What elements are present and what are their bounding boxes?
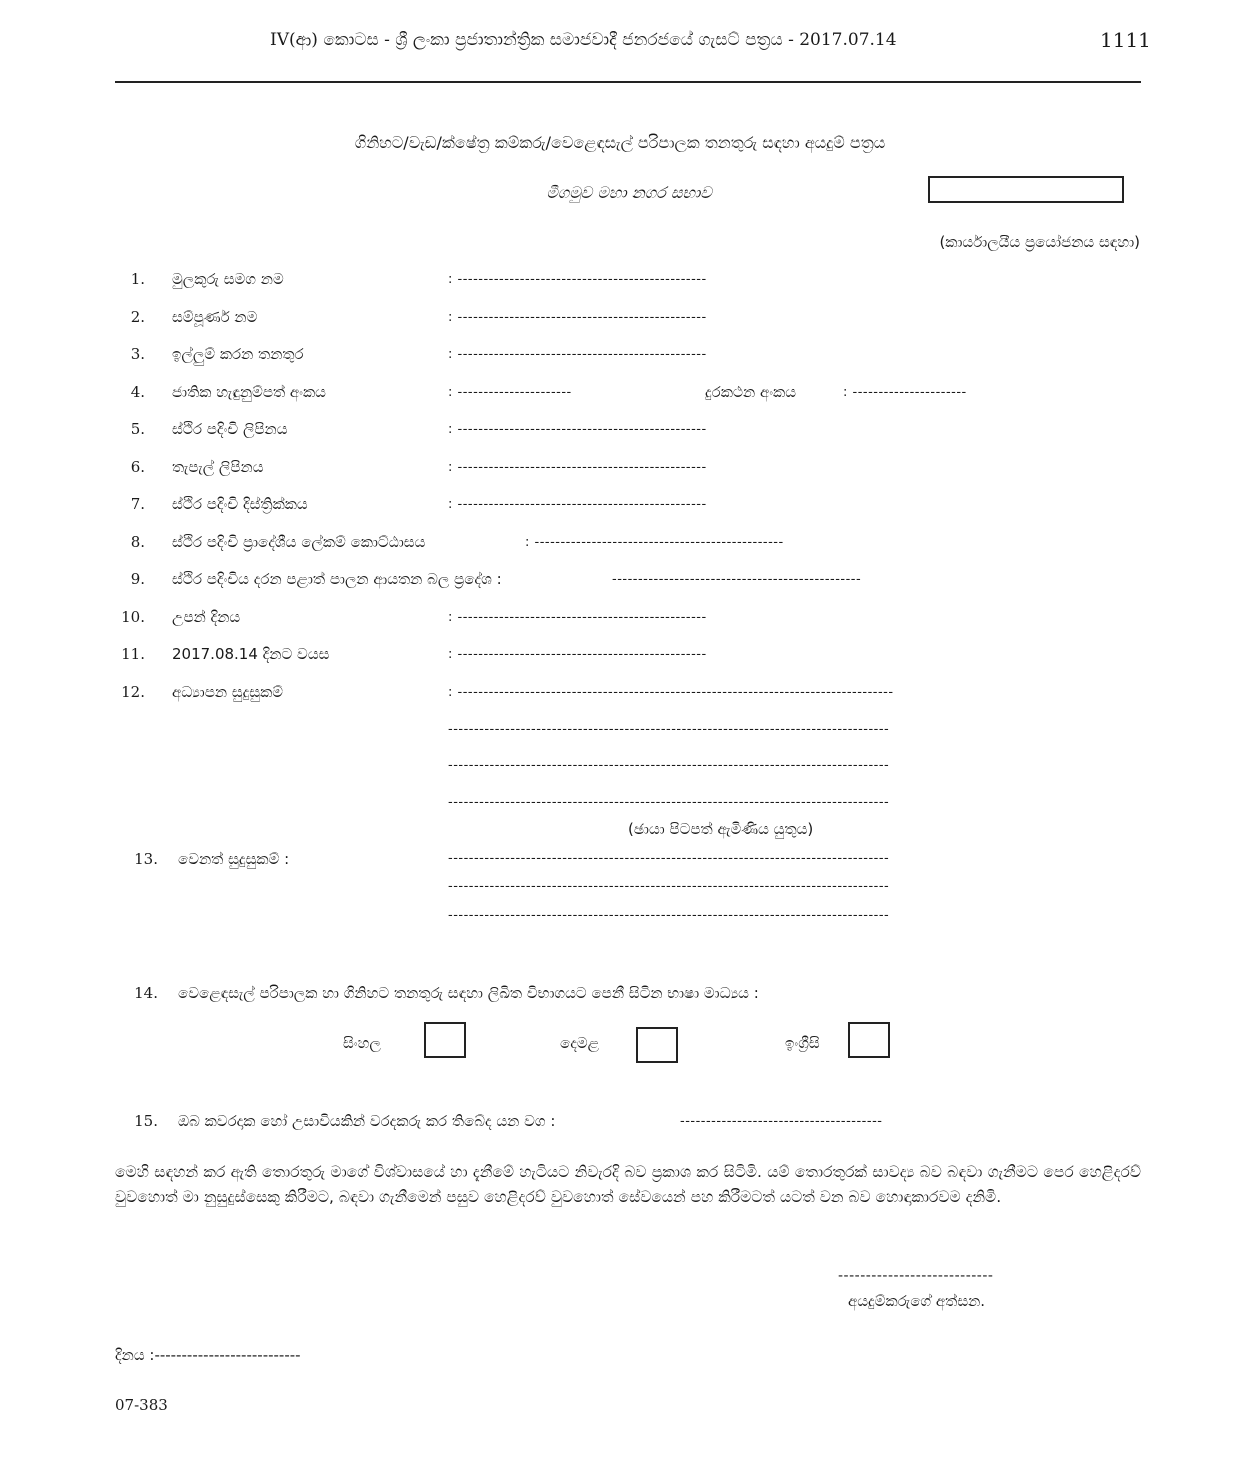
field-value-telephone[interactable]: : ----------------------	[843, 385, 967, 400]
field-number: 15.	[134, 1112, 158, 1130]
language-option-sinhala: සිංහල	[343, 1034, 381, 1052]
office-use-label: (කාර්යාලයීය ප්‍රයෝජනය සඳහා)	[939, 233, 1140, 251]
page-number: 1111	[1100, 28, 1151, 52]
field-number: 6.	[130, 458, 145, 476]
field-label-other-qualifications: වෙනත් සුදුසුකම් :	[178, 850, 290, 868]
field-number: 12.	[121, 683, 145, 701]
language-option-tamil: දෙමළ	[560, 1034, 600, 1052]
declaration-text: මෙහි සඳහන් කර ඇති තොරතුරු මාගේ විශ්වාසයේ හා දැනීමේ හැටියට නිවැරදි බව ප්‍රකාශ කර සිටිමි. යම් තොරතුරක් සාවද්‍ය බව බඳවා ගැනීමට පෙර හෙළිදරව් වුවහොත් මා නුසුදුස්සෙකු කිරීමට, බඳවා ගැනීමෙන් පසුව හෙළිදරව් වුවහොත් සේවයෙන් පහ කිරීමටත් යටත් වන බව හොඳාකාරවම දනිමි.	[115, 1163, 1141, 1206]
field-number: 7.	[130, 495, 145, 513]
other-qualifications-line[interactable]: -------------------------------------------------------------------------------------	[448, 908, 890, 923]
education-line[interactable]: -------------------------------------------------------------------------------------	[448, 722, 890, 737]
photocopy-note: (ඡායා පිටපත් ඇමිණිය යුතුය)	[628, 820, 814, 838]
field-value-convicted[interactable]: ---------------------------------------	[680, 1114, 883, 1129]
signature-line[interactable]: ----------------------------	[838, 1268, 994, 1284]
field-label-permanent-address: ස්ථිර පදිංචි ලිපිනය	[172, 420, 288, 438]
field-value-name-initials[interactable]: : ------------------------------------------------	[448, 272, 707, 287]
field-value-district[interactable]: : ------------------------------------------------	[448, 497, 707, 512]
field-label-age: 2017.08.14 දිනට වයස	[172, 645, 330, 663]
field-number: 3.	[130, 345, 145, 363]
sinhala-checkbox[interactable]	[424, 1022, 466, 1058]
other-qualifications-line[interactable]: -------------------------------------------------------------------------------------	[448, 879, 890, 894]
field-value-postal-address[interactable]: : ------------------------------------------------	[448, 460, 707, 475]
field-number: 2.	[130, 308, 145, 326]
form-title: ගිනිහට/වැඩ/ක්ෂේත්‍ර කම්කරු/වෙළෙඳසැල් පරිපාලක තනතුරු සඳහා අයදුම් පත්‍රය	[354, 133, 886, 152]
field-value-local-authority[interactable]: ------------------------------------------------	[612, 572, 862, 587]
english-checkbox[interactable]	[848, 1022, 890, 1058]
field-value-education[interactable]: : ------------------------------------------------------------------------------------	[448, 685, 894, 700]
field-value-full-name[interactable]: : ------------------------------------------------	[448, 310, 707, 325]
field-number: 13.	[134, 850, 158, 868]
field-number: 5.	[130, 420, 145, 438]
field-label-local-authority: ස්ථිර පදිංචිය දරන පළාත් පාලන ආයතන බල ප්‍රදේශ :	[172, 570, 502, 588]
council-name: මීගමුව මහා නගර සභාව	[546, 183, 712, 202]
gazette-header: IV(ආ) කොටස - ශ්‍රී ලංකා ප්‍රජාතාන්ත්‍රික සමාජවාදී ජනරජයේ ගැසට් පත්‍රය - 2017.07.14	[270, 30, 897, 50]
field-value-nic-number[interactable]: : ----------------------	[448, 385, 572, 400]
field-label-district: ස්ථිර පදිංචි දිස්ත්‍රික්කය	[172, 495, 308, 513]
field-label-education: අධ්‍යාපන සුදුසුකම්	[172, 683, 284, 701]
field-number: 1.	[130, 270, 145, 288]
field-label-date-of-birth: උපන් දිනය	[172, 608, 241, 626]
date-field[interactable]: දිනය :---------------------------	[115, 1346, 301, 1364]
tamil-checkbox[interactable]	[636, 1027, 678, 1063]
reference-number: 07-383	[115, 1396, 168, 1414]
header-divider	[115, 81, 1141, 83]
field-number: 14.	[134, 984, 158, 1002]
field-value-date-of-birth[interactable]: : ------------------------------------------------	[448, 610, 707, 625]
field-label-post-applied: ඉල්ලුම් කරන තනතුර	[172, 345, 304, 363]
other-qualifications-line[interactable]: -------------------------------------------------------------------------------------	[448, 851, 890, 866]
field-label-nic-number: ජාතික හැඳුනුම්පත් අංකය	[172, 383, 326, 401]
field-label-full-name: සම්පූර්ණ නම	[172, 308, 258, 326]
field-value-permanent-address[interactable]: : ------------------------------------------------	[448, 422, 707, 437]
signature-label: අයදුම්කරුගේ අත්සන.	[848, 1292, 986, 1310]
field-label-divisional-secretariat: ස්ථිර පදිංචි ප්‍රාදේශීය ලේකම් කොට්ඨාසය	[172, 533, 426, 551]
field-number: 11.	[121, 645, 145, 663]
language-option-english: ඉංග්‍රීසි	[785, 1034, 820, 1052]
field-number: 9.	[130, 570, 145, 588]
field-value-divisional-secretariat[interactable]: : ------------------------------------------------	[525, 535, 784, 550]
office-use-box	[928, 176, 1124, 203]
field-number: 4.	[130, 383, 145, 401]
field-label-postal-address: තැපැල් ලිපිනය	[172, 458, 264, 476]
field-value-age[interactable]: : ------------------------------------------------	[448, 647, 707, 662]
field-label-exam-language: වෙළෙඳසැල් පරිපාලක හා ගිනිහට තනතුරු සඳහා ලිඛිත විභාගයට පෙනී සිටින භාෂා මාධ්‍යය :	[178, 984, 759, 1002]
field-value-post-applied[interactable]: : ------------------------------------------------	[448, 347, 707, 362]
field-label-name-initials: මුලකුරු සමග නම	[172, 270, 284, 288]
field-number: 8.	[130, 533, 145, 551]
field-label-convicted: ඔබ කවරදාක හෝ උසාවියකින් වරදකරු කර තිබේද යන වග :	[178, 1112, 556, 1130]
field-number: 10.	[121, 608, 145, 626]
education-line[interactable]: -------------------------------------------------------------------------------------	[448, 795, 890, 810]
education-line[interactable]: -------------------------------------------------------------------------------------	[448, 758, 890, 773]
field-label-telephone: දුරකථන අංකය	[705, 383, 797, 401]
